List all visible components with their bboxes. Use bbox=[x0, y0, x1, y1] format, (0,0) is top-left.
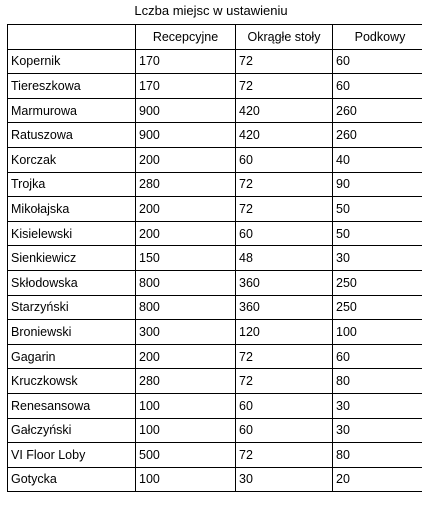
table-row bbox=[8, 344, 422, 369]
room-name-cell: Sienkiewicz bbox=[8, 246, 136, 271]
reception-cell: 800 bbox=[136, 270, 236, 295]
room-name-cell: VI Floor Loby bbox=[8, 443, 136, 468]
round-tables-cell: 72 bbox=[236, 344, 333, 369]
round-tables-cell: 420 bbox=[236, 123, 333, 148]
round-tables-cell: 72 bbox=[236, 369, 333, 394]
table-row bbox=[8, 74, 422, 99]
round-tables-cell: 420 bbox=[236, 98, 333, 123]
room-name-cell: Korczak bbox=[8, 147, 136, 172]
horseshoe-cell: 250 bbox=[333, 270, 422, 295]
table-row bbox=[8, 197, 422, 222]
table-row bbox=[8, 49, 422, 74]
capacity-table bbox=[7, 24, 422, 492]
round-tables-cell: 30 bbox=[236, 467, 333, 492]
room-name-cell: Mikołajska bbox=[8, 197, 136, 222]
horseshoe-cell: 50 bbox=[333, 197, 422, 222]
reception-cell: 280 bbox=[136, 172, 236, 197]
horseshoe-cell: 60 bbox=[333, 74, 422, 99]
reception-cell: 170 bbox=[136, 49, 236, 74]
round-tables-cell: 48 bbox=[236, 246, 333, 271]
reception-cell: 200 bbox=[136, 147, 236, 172]
horseshoe-cell: 100 bbox=[333, 320, 422, 345]
horseshoe-cell: 50 bbox=[333, 221, 422, 246]
table-row bbox=[8, 172, 422, 197]
header-row bbox=[8, 25, 422, 50]
reception-cell: 800 bbox=[136, 295, 236, 320]
reception-cell: 280 bbox=[136, 369, 236, 394]
reception-cell: 100 bbox=[136, 393, 236, 418]
round-tables-cell: 72 bbox=[236, 49, 333, 74]
reception-cell: 500 bbox=[136, 443, 236, 468]
room-name-cell: Starzyński bbox=[8, 295, 136, 320]
horseshoe-cell: 40 bbox=[333, 147, 422, 172]
horseshoe-cell: 250 bbox=[333, 295, 422, 320]
horseshoe-cell: 80 bbox=[333, 443, 422, 468]
table-row bbox=[8, 443, 422, 468]
table-row bbox=[8, 467, 422, 492]
round-tables-cell: 120 bbox=[236, 320, 333, 345]
header-cell-round-tables: Okrągłe stoły bbox=[236, 25, 333, 50]
reception-cell: 150 bbox=[136, 246, 236, 271]
room-name-cell: Ratuszowa bbox=[8, 123, 136, 148]
horseshoe-cell: 30 bbox=[333, 393, 422, 418]
header-cell-reception: Recepcyjne bbox=[136, 25, 236, 50]
horseshoe-cell: 80 bbox=[333, 369, 422, 394]
table-row bbox=[8, 393, 422, 418]
table-row bbox=[8, 221, 422, 246]
horseshoe-cell: 260 bbox=[333, 98, 422, 123]
room-name-cell: Tiereszkowa bbox=[8, 74, 136, 99]
reception-cell: 200 bbox=[136, 197, 236, 222]
table-row bbox=[8, 270, 422, 295]
room-name-cell: Gotycka bbox=[8, 467, 136, 492]
table-row bbox=[8, 147, 422, 172]
room-name-cell: Skłodowska bbox=[8, 270, 136, 295]
round-tables-cell: 72 bbox=[236, 74, 333, 99]
room-name-cell: Gałczyński bbox=[8, 418, 136, 443]
round-tables-cell: 72 bbox=[236, 172, 333, 197]
reception-cell: 200 bbox=[136, 221, 236, 246]
horseshoe-cell: 260 bbox=[333, 123, 422, 148]
table-row bbox=[8, 320, 422, 345]
header-cell-horseshoe: Podkowy bbox=[333, 25, 422, 50]
room-name-cell: Trojka bbox=[8, 172, 136, 197]
round-tables-cell: 60 bbox=[236, 418, 333, 443]
reception-cell: 100 bbox=[136, 418, 236, 443]
reception-cell: 300 bbox=[136, 320, 236, 345]
horseshoe-cell: 30 bbox=[333, 418, 422, 443]
horseshoe-cell: 60 bbox=[333, 344, 422, 369]
room-name-cell: Gagarin bbox=[8, 344, 136, 369]
reception-cell: 900 bbox=[136, 98, 236, 123]
reception-cell: 200 bbox=[136, 344, 236, 369]
horseshoe-cell: 20 bbox=[333, 467, 422, 492]
table-title: Lczba miejsc w ustawieniu bbox=[134, 3, 288, 18]
round-tables-cell: 60 bbox=[236, 147, 333, 172]
reception-cell: 170 bbox=[136, 74, 236, 99]
horseshoe-cell: 30 bbox=[333, 246, 422, 271]
table-row bbox=[8, 418, 422, 443]
room-name-cell: Kruczkowsk bbox=[8, 369, 136, 394]
horseshoe-cell: 90 bbox=[333, 172, 422, 197]
room-name-cell: Kisielewski bbox=[8, 221, 136, 246]
table-row bbox=[8, 246, 422, 271]
table-row bbox=[8, 369, 422, 394]
reception-cell: 900 bbox=[136, 123, 236, 148]
capacity-table-container bbox=[7, 24, 422, 508]
round-tables-cell: 72 bbox=[236, 197, 333, 222]
round-tables-cell: 360 bbox=[236, 270, 333, 295]
horseshoe-cell: 60 bbox=[333, 49, 422, 74]
round-tables-cell: 60 bbox=[236, 393, 333, 418]
round-tables-cell: 60 bbox=[236, 221, 333, 246]
table-row bbox=[8, 295, 422, 320]
round-tables-cell: 72 bbox=[236, 443, 333, 468]
reception-cell: 100 bbox=[136, 467, 236, 492]
header-cell-room bbox=[8, 25, 136, 50]
room-name-cell: Kopernik bbox=[8, 49, 136, 74]
room-name-cell: Marmurowa bbox=[8, 98, 136, 123]
table-row bbox=[8, 98, 422, 123]
room-name-cell: Broniewski bbox=[8, 320, 136, 345]
room-name-cell: Renesansowa bbox=[8, 393, 136, 418]
table-row bbox=[8, 123, 422, 148]
round-tables-cell: 360 bbox=[236, 295, 333, 320]
